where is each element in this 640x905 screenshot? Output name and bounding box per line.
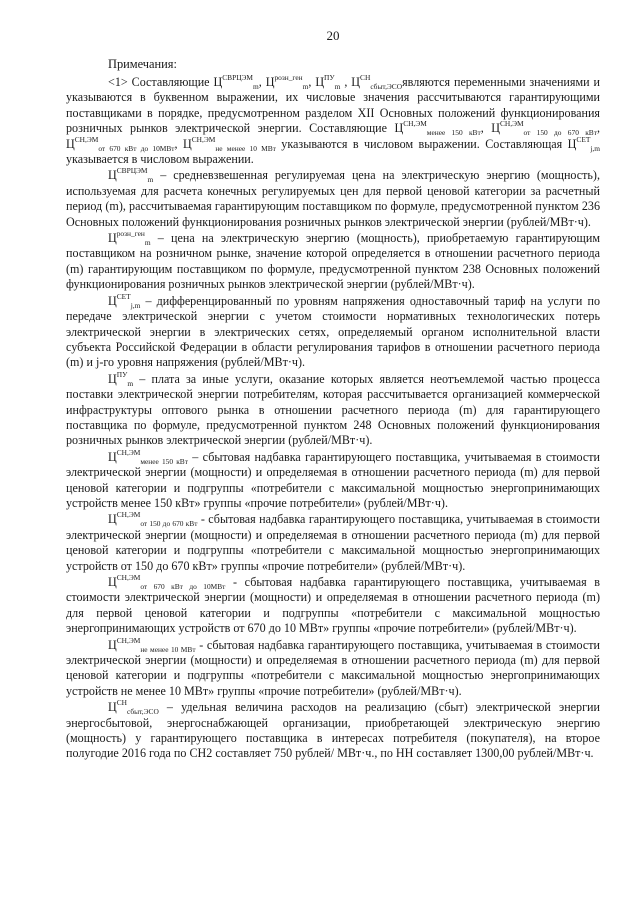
symbol-superscript: СН,ЭМ: [74, 134, 99, 144]
text-run: являются переменными значениями и указываются в буквенном выражении, их числовые значения рассчитываются гарантирующими поставщиками в порядке, предусмотренном разделом XII Основных положений функционирования розничных рынков электрической энергии. Составляющие: [66, 75, 601, 136]
symbol-letter: Ц: [213, 75, 223, 89]
text-run: – дифференцированный по уровням напряжения одноставочный тариф на услуги по передаче электрической энергии с учетом стоимости нормативных технологических потерь электрической энергии в электрических сетях, определяемый органом исполнительной власти субъекта Российской Федерации в области регулирования тарифов в отношении расчетного периода (m) и j-го уровня напряжения (рублей/МВт·ч).: [66, 293, 600, 370]
text-run: указывается в числовом выражении.: [66, 152, 254, 167]
text-run: – сбытовая надбавка гарантирующего поставщика, учитываемая в стоимости электрической энергии (мощности) и определяемая в отношении расчетного периода (m) для первой ценовой категории и подгруппы «потребители с максимальной мощностью энергопринимающих устройств менее 150 кВт» группы «прочие потребители» (рублей/МВт·ч).: [66, 449, 600, 510]
symbol-letter: Ц: [265, 75, 275, 89]
symbol-subscript: m: [302, 82, 309, 91]
symbol-letter: Ц: [108, 512, 117, 527]
price-symbol: [66, 134, 175, 153]
text-run: – удельная величина расходов на реализацию (сбыт) электрической энергии энергосбытовой, энергоснабжающей организации, приобретающей электрическую энергию (мощность) у гарантирующего поставщика в интересах потребителя (покупателя), на второе полугодие 2016 года по СН2 составляет 750 рублей/ МВт·ч., по НН составляет 1300,00 рублей/МВт·ч.: [66, 700, 600, 761]
text-run: ,: [174, 136, 183, 151]
text-run: <1> Составляющие: [108, 75, 214, 89]
symbol-subscript: не менее 10 МВт: [140, 644, 196, 654]
text-run: ,: [340, 75, 352, 89]
notes-title: Примечания:: [108, 57, 177, 71]
text-run: ,: [480, 121, 492, 136]
symbol-superscript: розн_ген: [116, 229, 145, 239]
note-paragraph-p4: [66, 291, 600, 371]
text-run: – средневзвешенная регулируемая цена на электрическую энергию (мощность), используемая для расчета конечных регулируемых цен для первой ценовой категории за расчетный период (m), рассчитываемая гарантирующим поставщиком по формуле, предусмотренной пунктом 236 Основных положений функционирования розничных рынков электрической энергии (рублей/МВт·ч).: [66, 168, 600, 229]
price-symbol: [266, 75, 309, 89]
price-symbol: [108, 635, 196, 654]
symbol-letter: Ц: [183, 136, 192, 151]
symbol-letter: Ц: [108, 637, 117, 652]
text-run: ,: [596, 121, 600, 136]
text-run: ,: [258, 75, 266, 89]
symbol-superscript: ПУ: [116, 369, 128, 379]
price-symbol: [351, 75, 402, 89]
symbol-subscript: менее 150 кВт: [140, 456, 188, 466]
symbol-superscript: СН,ЭМ: [191, 134, 216, 144]
price-symbol: [491, 119, 597, 138]
symbol-superscript: СЕТ: [116, 291, 131, 301]
note-paragraph-p6: [66, 447, 600, 512]
symbol-subscript: m: [127, 378, 134, 388]
note-paragraph-p2: [66, 168, 600, 230]
symbol-superscript: СН,ЭМ: [116, 635, 141, 645]
symbol-letter: Ц: [394, 121, 404, 136]
price-symbol: [108, 447, 188, 466]
text-run: ,: [308, 75, 316, 89]
symbol-superscript: СН,ЭМ: [116, 447, 141, 457]
symbol-superscript: СН,ЭМ: [499, 119, 524, 129]
symbol-superscript: розн_ген: [274, 73, 303, 82]
symbol-superscript: СН,ЭМ: [116, 510, 141, 520]
symbol-subscript: от 150 до 670 кВт: [523, 128, 597, 138]
symbol-letter: Ц: [66, 136, 75, 151]
symbol-subscript: не менее 10 МВт: [215, 143, 276, 153]
notes-body: [66, 75, 600, 762]
symbol-superscript: СН,ЭМ: [116, 573, 141, 582]
symbol-superscript: СН: [360, 73, 371, 82]
symbol-superscript: СН,ЭМ: [403, 119, 427, 129]
price-symbol: [108, 510, 198, 529]
symbol-subscript: сбыт,ЭСО: [127, 707, 159, 717]
symbol-letter: Ц: [108, 575, 117, 589]
symbol-subscript: менее 150 кВт: [426, 128, 481, 138]
symbol-letter: Ц: [351, 75, 361, 89]
symbol-letter: Ц: [108, 293, 117, 308]
symbol-subscript: от 670 кВт до 10МВт: [140, 582, 226, 591]
price-symbol: [183, 134, 276, 153]
price-symbol: [394, 119, 481, 138]
text-run: - сбытовая надбавка гарантирующего поставщика, учитываемая в стоимости электрической энергии (мощности) и определяемая в отношении расчетного периода (m) для первой ценовой категории и подгруппы «потребители с максимальной мощностью энергопринимающих устройств от 670 до 10 МВт» группы «прочие потребители» (рублей/МВт·ч).: [66, 575, 600, 636]
price-symbol: [108, 229, 151, 248]
text-run: – плата за иные услуги, оказание которых является неотъемлемой частью процесса поставки электрической энергии потребителям, которая рассчитывается организацией коммерческой инфраструктуры оптового рынка в отношении расчетного периода (m) для гарантирующего поставщика по формуле, предусмотренной пунктом 248 Основных положений функционирования розничных рынков электрической энергии (рублей/МВт·ч).: [66, 371, 600, 448]
symbol-letter: Ц: [108, 168, 117, 183]
note-paragraph-p7: [66, 512, 600, 574]
symbol-subscript: m: [253, 82, 259, 91]
note-paragraph-p5: [66, 369, 600, 449]
symbol-letter: Ц: [567, 136, 577, 151]
symbol-letter: Ц: [108, 449, 117, 464]
symbol-subscript: m: [144, 238, 151, 248]
note-paragraph-p9: [66, 635, 600, 700]
symbol-letter: Ц: [108, 371, 117, 386]
page-number: 20: [326, 28, 340, 43]
symbol-letter: Ц: [108, 700, 117, 715]
symbol-subscript: m: [147, 175, 154, 185]
price-symbol: [108, 369, 134, 388]
symbol-superscript: ПУ: [324, 73, 335, 82]
note-paragraph-p8: [66, 575, 600, 637]
symbol-subscript: j,m: [590, 143, 601, 153]
symbol-superscript: СН: [116, 698, 128, 708]
symbol-subscript: от 150 до 670 кВт: [140, 519, 198, 529]
text-run: – цена на электрическую энергию (мощность), приобретаемую гарантирующим поставщиком на розничном рынке, значение которой определяется в отношении расчетного периода (m) гарантирующим поставщиком по формуле, предусмотренной пунктом 238 Основных положений функционирования розничных рынков электрической энергии (рублей/МВт·ч).: [66, 231, 600, 292]
symbol-letter: Ц: [108, 231, 117, 246]
symbol-subscript: сбыт,ЭСО: [370, 82, 403, 91]
price-symbol: [108, 698, 159, 717]
text-run: - сбытовая надбавка гарантирующего поставщика, учитываемая в стоимости электрической энергии (мощности) и определяемая в отношении расчетного периода (m) для первой ценовой категории и подгруппы «потребители с максимальной мощностью энергопринимающих устройств от 150 до 670 кВт» группы «прочие потребители» (рублей/МВт·ч).: [66, 512, 600, 573]
symbol-letter: Ц: [491, 121, 500, 136]
price-symbol: [108, 166, 154, 185]
price-symbol: [214, 75, 259, 89]
note-paragraph-p10: [66, 700, 600, 762]
symbol-subscript: m: [334, 82, 341, 91]
note-paragraph-p1: [66, 75, 600, 167]
note-paragraph-p3: [66, 231, 600, 293]
price-symbol: [108, 575, 225, 589]
symbol-superscript: СВРЦЭМ: [222, 73, 253, 82]
price-symbol: [108, 291, 141, 310]
symbol-superscript: СЕТ: [576, 134, 591, 144]
symbol-subscript: от 670 кВт до 10МВт: [98, 143, 175, 153]
price-symbol: [315, 75, 340, 89]
text-run: - сбытовая надбавка гарантирующего поставщика, учитываемая в стоимости электрической энергии (мощности) и определяемая в отношении расчетного периода (m) для первой ценовой категории и подгруппы «потребители с максимальной мощностью энергопринимающих устройств не менее 10 МВт» группы «прочие потребители» (рублей/МВт·ч).: [66, 637, 600, 698]
symbol-subscript: j,m: [130, 300, 141, 310]
symbol-letter: Ц: [315, 75, 325, 89]
text-run: указываются в числовом выражении. Составляющая: [275, 136, 568, 151]
symbol-superscript: СВРЦЭМ: [116, 166, 148, 176]
price-symbol: [567, 134, 601, 153]
